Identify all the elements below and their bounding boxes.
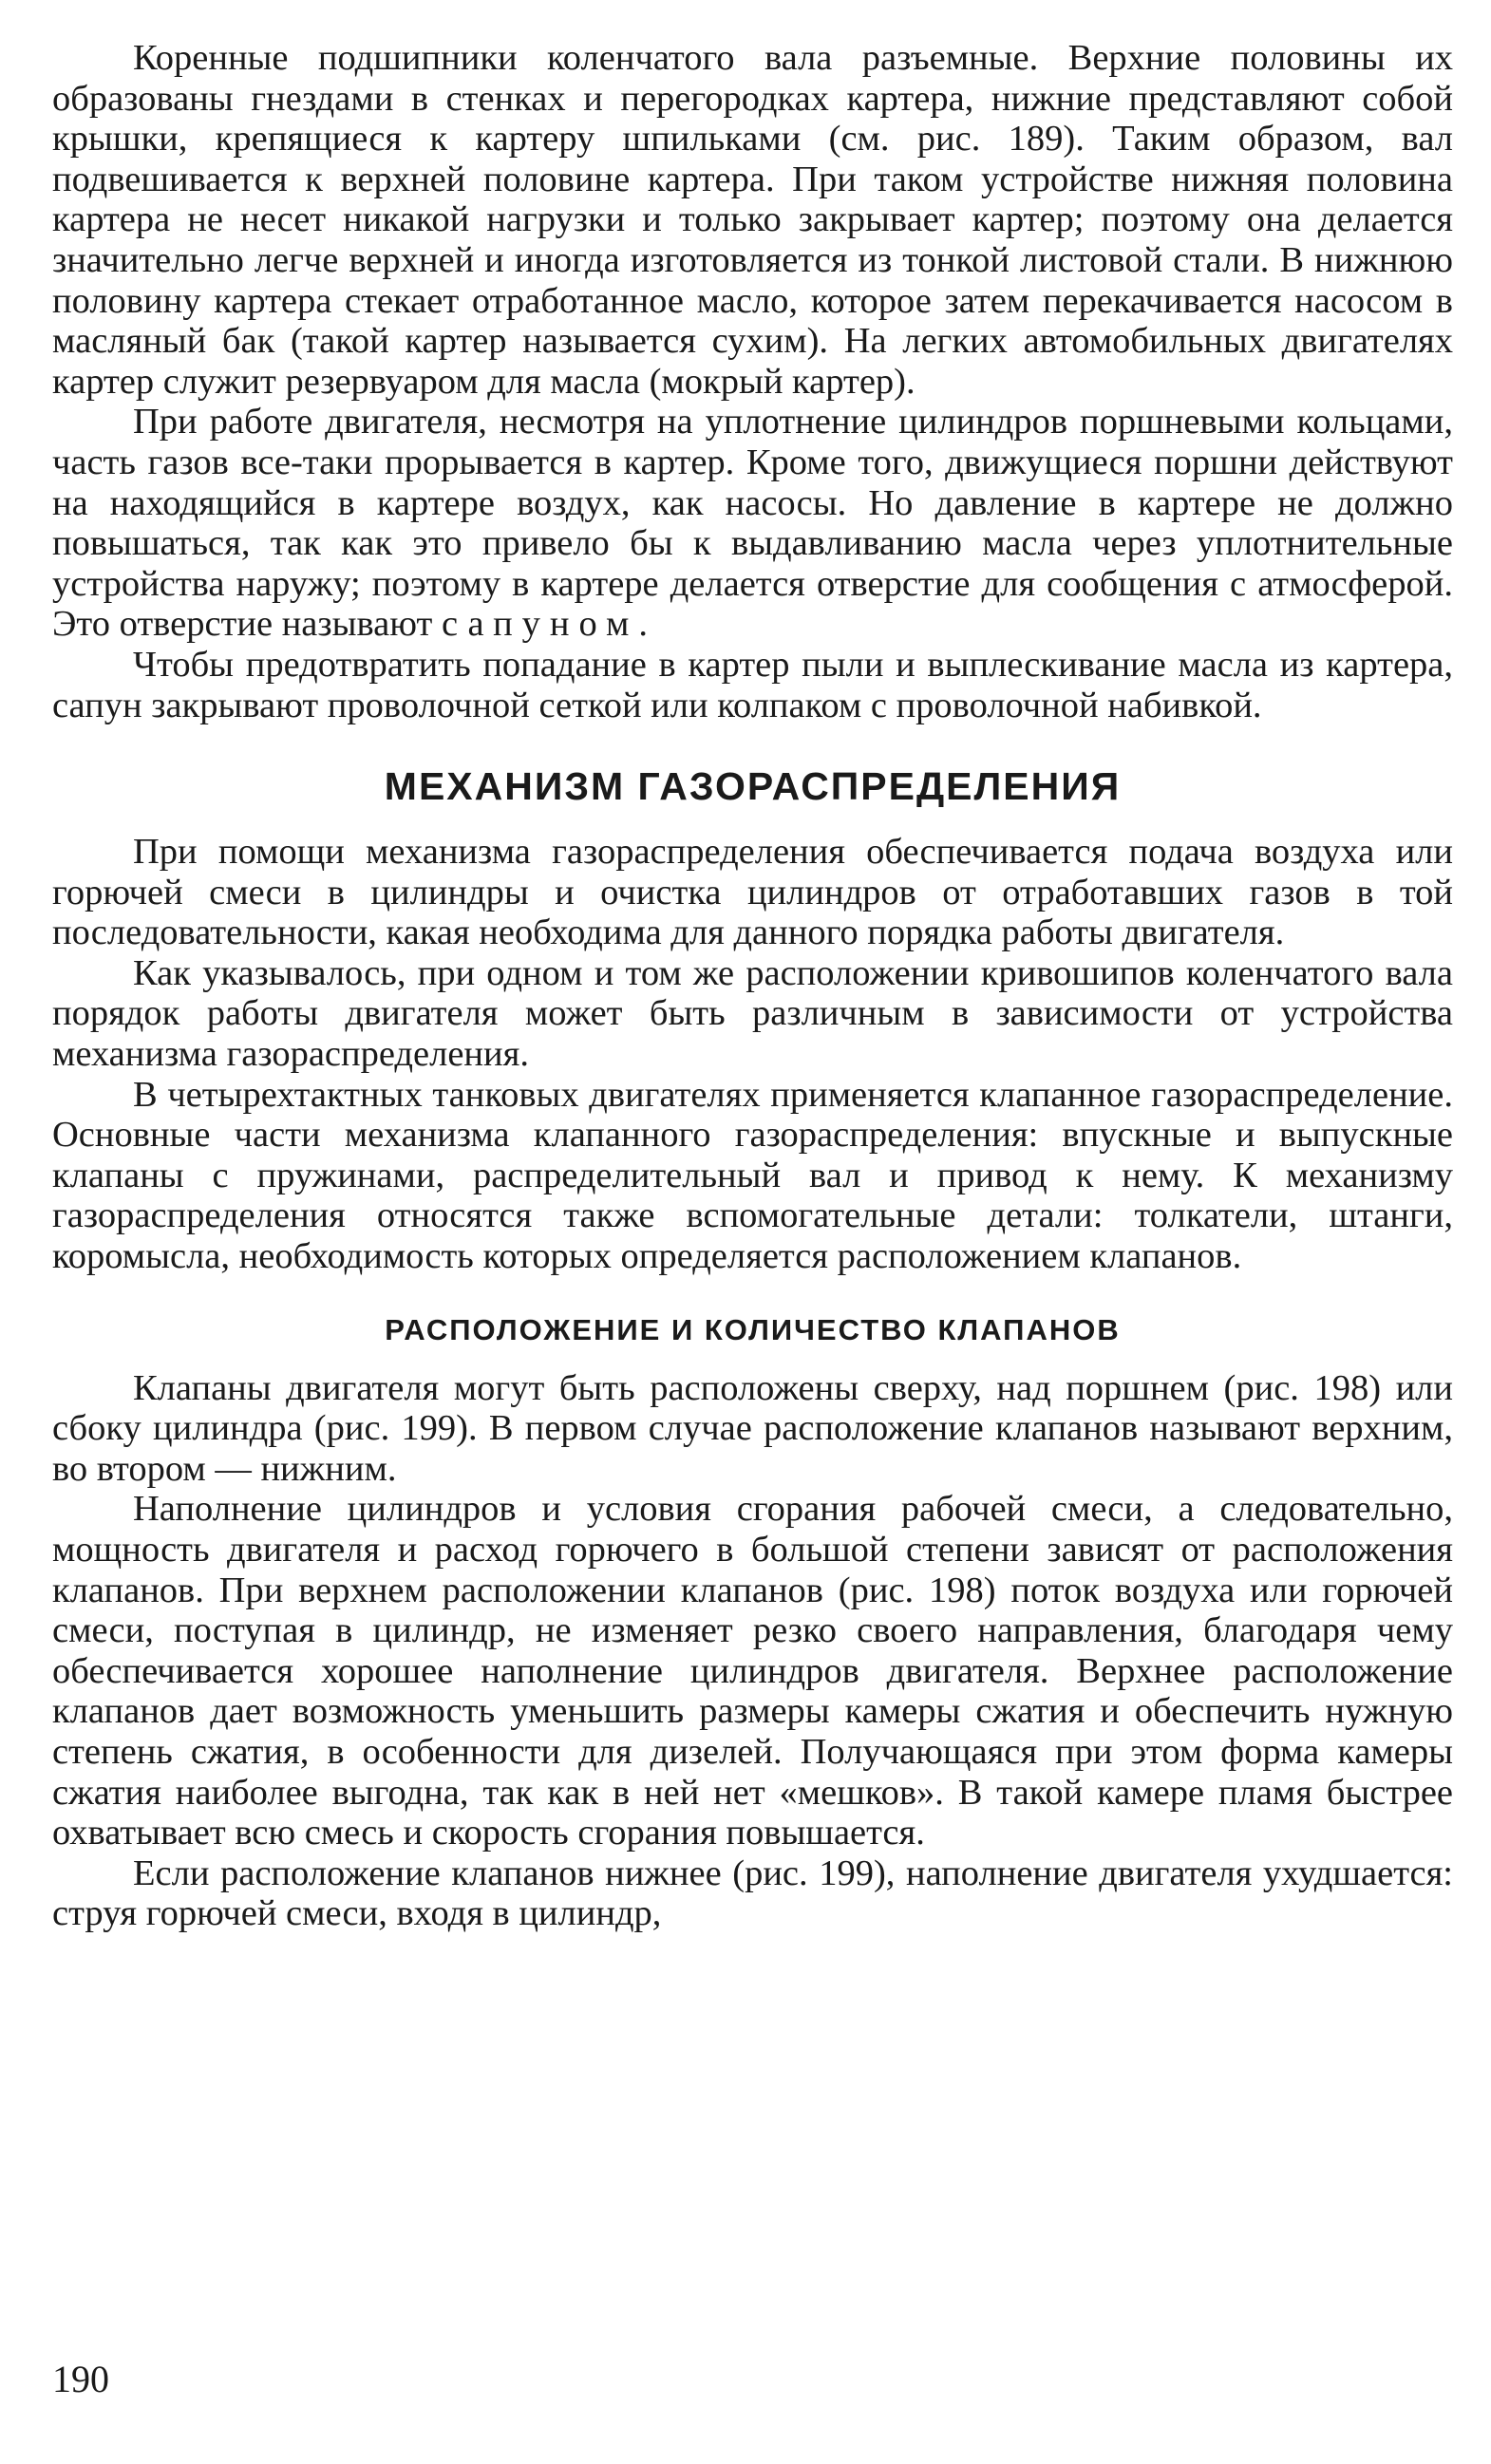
document-page	[52, 38, 1453, 2421]
paragraph-main-bearings: Коренные подшипники коленчатого вала разъемные. Верхние половины их образованы гнездами в стенках и перегородках картера, нижние представляют собой крышки, крепящиеся к картеру шпильками (см. рис. 189). Таким образом, вал подвешивается к верхней половине картера. При таком устройстве нижняя половина картера не несет никакой нагрузки и только закрывает картер; поэтому она делается значительно легче верхней и иногда изготовляется из тонкой листовой стали. В нижнюю половину картера стекает отработанное масло, которое затем перекачивается насосом в масляный бак (такой картер называется сухим). На легких автомобильных двигателях картер служит резервуаром для масла (мокрый картер).	[52, 38, 1453, 402]
section-heading: МЕХАНИЗМ ГАЗОРАСПРЕДЕЛЕНИЯ	[384, 764, 1122, 809]
paragraph-firing-order: Как указывалось, при одном и том же расположении кривошипов коленчатого вала порядок работы двигателя может быть различным в зависимости от устройства механизма газораспределения.	[52, 952, 1453, 1075]
paragraph-breather-mesh: Чтобы предотвратить попадание в картер пыли и выплескивание масла из картера, сапун закрывают проволочной сеткой или колпаком с проволочной набивкой.	[52, 644, 1453, 725]
breather-term: сапуном	[441, 604, 639, 645]
breather-text-before: При работе двигателя, несмотря на уплотнение цилиндров поршневыми кольцами, часть газов все-таки прорывается в картер. Кроме того, движущиеся поршни действуют на находящийся в картере воздух, как насосы. Но давление в картере не должно повышаться, так как это привело бы к выдавливанию масла через уплотнительные устройства наружу; поэтому в картере делается отверстие для сообщения с атмосферой. Это отверстие называют	[52, 402, 1453, 645]
paragraph-cylinder-filling: Наполнение цилиндров и условия сгорания рабочей смеси, а следовательно, мощность двигателя и расход горючего в большой степени зависят от расположения клапанов. При верхнем расположении клапанов (рис. 198) поток воздуха или горючей смеси, поступая в цилиндр, не изменяет резко своего направления, благодаря чему обеспечивается хорошее наполнение цилиндров двигателя. Верхнее расположение клапанов дает возможность уменьшить размеры камеры сжатия и обеспечить нужную степень сжатия, в особенности для дизелей. Получающаяся при этом форма камеры сжатия наиболее выгодна, так как в ней нет «мешков». В такой камере пламя быстрее охватывает всю смесь и скорость сгорания повышается.	[52, 1489, 1453, 1853]
paragraph-gas-distribution-purpose: При помощи механизма газораспределения обеспечивается подача воздуха или горючей смеси в цилиндры и очистка цилиндров от отработавших газов в той последовательности, какая необходима для данного порядка работы двигателя.	[52, 832, 1453, 953]
paragraph-valve-location: Клапаны двигателя могут быть расположены сверху, над поршнем (рис. 198) или сбоку цилиндра (рис. 199). В первом случае расположение клапанов называют верхним, во втором — нижним.	[52, 1367, 1453, 1489]
paragraph-crankcase-breather	[52, 402, 1453, 645]
subsection-heading: РАСПОЛОЖЕНИЕ И КОЛИЧЕСТВО КЛАПАНОВ	[385, 1312, 1121, 1346]
page-number: 190	[52, 2358, 109, 2400]
paragraph-lower-valves: Если расположение клапанов нижнее (рис. 199), наполнение двигателя ухудшается: струя горючей смеси, входя в цилиндр,	[52, 1853, 1453, 1934]
paragraph-valve-parts: В четырехтактных танковых двигателях применяется клапанное газораспределение. Основные части механизма клапанного газораспределения: впускные и выпускные клапаны с пружинами, распределительный вал и привод к нему. К механизму газораспределения относятся также вспомогательные детали: толкатели, штанги, коромысла, необходимость которых определяется расположением клапанов.	[52, 1074, 1453, 1277]
breather-text-after: .	[638, 604, 649, 645]
